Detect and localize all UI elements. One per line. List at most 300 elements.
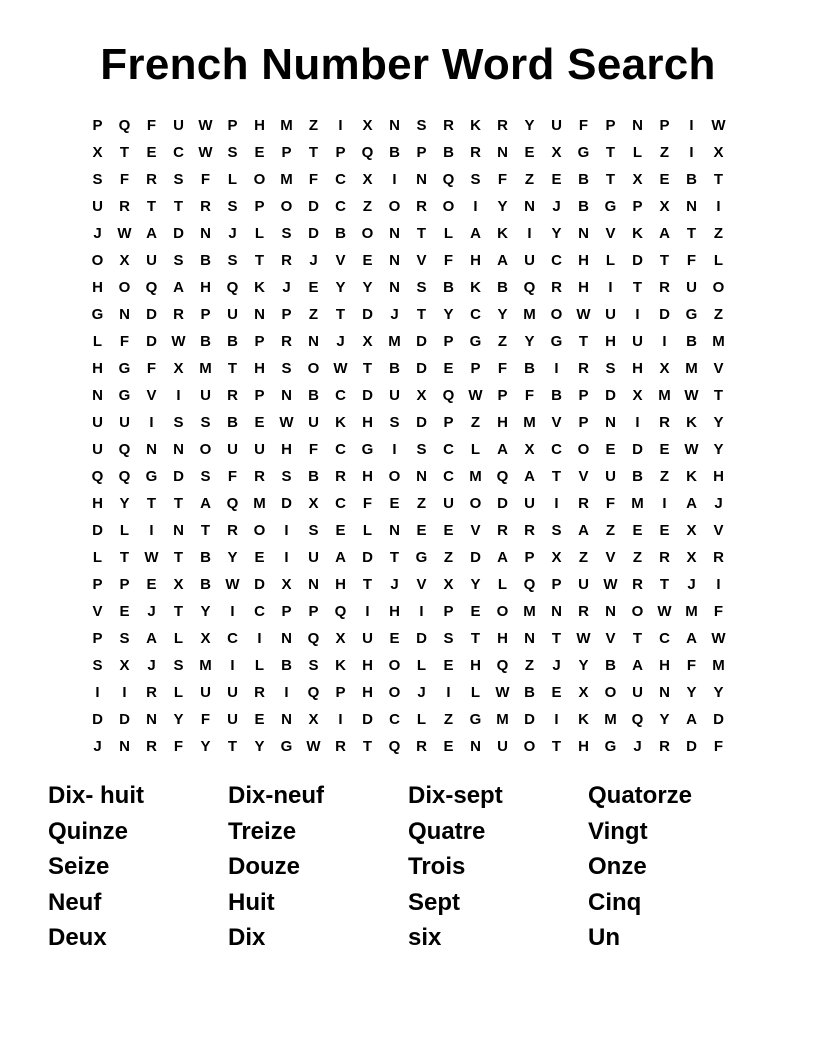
grid-cell: G <box>361 441 374 458</box>
grid-cell: X <box>686 549 697 566</box>
grid-cell: Q <box>496 468 509 485</box>
grid-cell: R <box>254 684 265 701</box>
grid-cell: C <box>335 387 346 404</box>
grid-cell: R <box>416 738 427 755</box>
grid-cell: T <box>713 171 724 188</box>
grid-cell: N <box>416 171 427 188</box>
grid-cell: H <box>254 117 265 134</box>
grid-cell: W <box>279 414 294 431</box>
grid-cell: Z <box>497 333 508 350</box>
grid-cell: S <box>173 171 184 188</box>
grid-cell: U <box>686 279 697 296</box>
grid-cell: X <box>524 441 535 458</box>
grid-cell: M <box>496 711 509 728</box>
grid-cell: D <box>308 225 319 242</box>
grid-cell: V <box>605 225 616 242</box>
grid-cell: O <box>496 603 509 620</box>
grid-cell: B <box>200 252 211 269</box>
grid-cell: V <box>416 252 427 269</box>
grid-cell: Y <box>119 495 130 512</box>
grid-cell: H <box>470 657 481 674</box>
grid-cell: I <box>716 198 721 215</box>
grid-cell: D <box>632 441 643 458</box>
grid-cell: D <box>173 225 184 242</box>
grid-cell: L <box>227 171 238 188</box>
grid-cell: B <box>227 414 238 431</box>
grid-cell: N <box>605 603 616 620</box>
grid-cell: Y <box>713 441 724 458</box>
grid-cell: Q <box>226 495 239 512</box>
grid-row <box>84 328 732 355</box>
grid-cell: R <box>578 360 589 377</box>
grid-cell: Q <box>118 117 131 134</box>
grid-cell: L <box>119 522 130 539</box>
grid-cell: A <box>497 549 508 566</box>
grid-cell: P <box>308 603 319 620</box>
grid-cell: Q <box>334 603 347 620</box>
grid-cell: W <box>657 603 672 620</box>
grid-cell: Y <box>254 738 265 755</box>
grid-cell: M <box>685 603 698 620</box>
grid-cell: X <box>362 171 373 188</box>
grid-cell: I <box>176 387 181 404</box>
grid-cell: S <box>281 360 292 377</box>
grid-cell: S <box>551 522 562 539</box>
grid-cell: W <box>171 333 186 350</box>
grid-cell: H <box>335 576 346 593</box>
grid-cell: F <box>713 603 724 620</box>
grid-cell: X <box>578 684 589 701</box>
grid-cell: I <box>554 360 559 377</box>
grid-cell: I <box>662 495 667 512</box>
grid-cell: X <box>173 576 184 593</box>
grid-cell: C <box>335 171 346 188</box>
grid-cell: E <box>659 171 670 188</box>
grid-cell: J <box>552 198 561 215</box>
word-list-item: Dix <box>228 924 266 951</box>
grid-cell: E <box>659 441 670 458</box>
grid-cell: E <box>146 576 157 593</box>
grid-cell: E <box>254 414 265 431</box>
grid-cell: S <box>308 522 319 539</box>
grid-cell: P <box>524 549 535 566</box>
grid-cell: G <box>604 198 617 215</box>
grid-cell: G <box>118 360 131 377</box>
grid-cell: F <box>497 171 508 188</box>
grid-cell: C <box>470 306 481 323</box>
grid-cell: H <box>497 414 508 431</box>
grid-cell: F <box>605 495 616 512</box>
grid-cell: Q <box>388 738 401 755</box>
grid-cell: Y <box>200 603 211 620</box>
grid-cell: O <box>253 522 266 539</box>
grid-row <box>84 247 732 274</box>
grid-cell: E <box>335 522 346 539</box>
grid-cell: I <box>284 549 289 566</box>
grid-cell: T <box>416 306 427 323</box>
grid-cell: Y <box>578 657 589 674</box>
grid-cell: D <box>416 360 427 377</box>
grid-cell: P <box>578 387 589 404</box>
grid-cell: D <box>470 549 481 566</box>
grid-cell: D <box>686 738 697 755</box>
grid-cell: N <box>389 117 400 134</box>
grid-cell: M <box>523 306 536 323</box>
grid-cell: T <box>146 198 157 215</box>
grid-cell: Q <box>145 279 158 296</box>
letter-grid <box>84 112 732 760</box>
grid-cell: T <box>632 630 643 647</box>
grid-cell: S <box>308 657 319 674</box>
grid-cell: I <box>230 657 235 674</box>
grid-cell: B <box>281 657 292 674</box>
grid-cell: G <box>577 144 590 161</box>
grid-cell: S <box>173 657 184 674</box>
grid-cell: U <box>227 306 238 323</box>
grid-cell: T <box>335 306 346 323</box>
grid-cell: B <box>335 225 346 242</box>
grid-cell: F <box>686 252 697 269</box>
word-list-item: Dix- huit <box>48 782 144 809</box>
grid-cell: F <box>200 711 211 728</box>
grid-cell: L <box>497 576 508 593</box>
grid-cell: Y <box>551 225 562 242</box>
grid-cell: G <box>118 387 131 404</box>
grid-cell: V <box>578 468 589 485</box>
grid-cell: F <box>578 117 589 134</box>
grid-cell: G <box>145 468 158 485</box>
grid-cell: O <box>577 441 590 458</box>
grid-cell: U <box>146 252 157 269</box>
grid-cell: U <box>605 306 616 323</box>
grid-cell: T <box>254 252 265 269</box>
grid-cell: V <box>146 387 157 404</box>
grid-row <box>84 517 732 544</box>
word-list-item: Neuf <box>48 888 102 916</box>
grid-cell: W <box>684 441 699 458</box>
grid-cell: K <box>470 279 481 296</box>
grid-cell: R <box>416 198 427 215</box>
grid-cell: Y <box>227 549 238 566</box>
grid-cell: T <box>173 495 184 512</box>
grid-row <box>84 490 732 517</box>
grid-row <box>84 544 732 571</box>
grid-cell: S <box>389 414 400 431</box>
grid-cell: H <box>362 684 373 701</box>
grid-cell: H <box>632 360 643 377</box>
grid-cell: R <box>524 522 535 539</box>
grid-cell: R <box>335 468 346 485</box>
grid-cell: M <box>658 387 671 404</box>
grid-row <box>84 598 732 625</box>
grid-cell: O <box>388 198 401 215</box>
grid-cell: Z <box>659 468 670 485</box>
grid-cell: K <box>578 711 589 728</box>
grid-cell: P <box>254 333 265 350</box>
grid-cell: F <box>524 387 535 404</box>
grid-cell: L <box>173 630 184 647</box>
grid-cell: B <box>578 171 589 188</box>
grid-cell: W <box>225 576 240 593</box>
grid-cell: O <box>280 198 293 215</box>
grid-cell: M <box>280 171 293 188</box>
grid-cell: E <box>254 711 265 728</box>
grid-cell: R <box>578 603 589 620</box>
grid-cell: R <box>551 279 562 296</box>
grid-cell: P <box>443 414 454 431</box>
grid-cell: D <box>632 252 643 269</box>
grid-cell: I <box>149 414 154 431</box>
grid-cell: A <box>200 495 211 512</box>
grid-cell: E <box>254 549 265 566</box>
grid-cell: Y <box>524 333 535 350</box>
grid-cell: P <box>227 117 238 134</box>
grid-cell: L <box>713 252 724 269</box>
grid-cell: U <box>119 414 130 431</box>
grid-cell: Y <box>470 576 481 593</box>
grid-cell: E <box>659 522 670 539</box>
grid-cell: W <box>198 144 213 161</box>
grid-cell: R <box>119 198 130 215</box>
grid-cell: C <box>659 630 670 647</box>
grid-cell: Z <box>713 225 724 242</box>
grid-cell: M <box>712 657 725 674</box>
grid-cell: G <box>550 333 563 350</box>
grid-cell: D <box>416 333 427 350</box>
grid-cell: I <box>554 495 559 512</box>
grid-cell: N <box>308 333 319 350</box>
grid-row <box>84 382 732 409</box>
grid-cell: Y <box>686 684 697 701</box>
grid-cell: U <box>200 387 211 404</box>
grid-cell: C <box>551 441 562 458</box>
grid-cell: G <box>469 333 482 350</box>
grid-cell: R <box>146 738 157 755</box>
grid-cell: N <box>119 306 130 323</box>
grid-cell: R <box>254 468 265 485</box>
grid-cell: T <box>119 144 130 161</box>
grid-cell: Z <box>659 144 670 161</box>
grid-cell: Y <box>362 279 373 296</box>
grid-cell: X <box>200 630 211 647</box>
grid-cell: Q <box>496 657 509 674</box>
grid-cell: D <box>362 711 373 728</box>
grid-cell: W <box>333 360 348 377</box>
grid-cell: Q <box>442 171 455 188</box>
grid-cell: Q <box>226 279 239 296</box>
grid-cell: T <box>362 738 373 755</box>
grid-cell: C <box>335 441 346 458</box>
grid-cell: N <box>524 630 535 647</box>
grid-cell: R <box>227 387 238 404</box>
grid-cell: F <box>308 171 319 188</box>
grid-cell: N <box>281 711 292 728</box>
grid-row <box>84 679 732 706</box>
grid-row <box>84 706 732 733</box>
grid-cell: W <box>576 306 591 323</box>
grid-cell: R <box>146 684 157 701</box>
grid-cell: N <box>551 603 562 620</box>
grid-cell: N <box>389 522 400 539</box>
grid-cell: H <box>200 279 211 296</box>
grid-cell: D <box>659 306 670 323</box>
grid-cell: H <box>362 414 373 431</box>
grid-cell: H <box>578 252 589 269</box>
grid-cell: F <box>119 333 130 350</box>
grid-cell: X <box>416 387 427 404</box>
grid-cell: O <box>388 684 401 701</box>
grid-cell: P <box>92 117 103 134</box>
grid-cell: O <box>307 360 320 377</box>
grid-cell: S <box>119 630 130 647</box>
grid-cell: S <box>416 441 427 458</box>
grid-cell: V <box>605 630 616 647</box>
grid-cell: N <box>173 441 184 458</box>
grid-cell: G <box>280 738 293 755</box>
grid-cell: Y <box>524 117 535 134</box>
grid-cell: D <box>605 387 616 404</box>
grid-cell: F <box>200 171 211 188</box>
grid-cell: U <box>200 684 211 701</box>
grid-cell: S <box>443 630 454 647</box>
grid-cell: G <box>685 306 698 323</box>
grid-cell: D <box>146 333 157 350</box>
grid-cell: O <box>712 279 725 296</box>
grid-cell: V <box>92 603 103 620</box>
grid-cell: T <box>389 549 400 566</box>
grid-cell: U <box>254 441 265 458</box>
grid-cell: H <box>92 279 103 296</box>
grid-cell: P <box>200 306 211 323</box>
grid-cell: X <box>281 576 292 593</box>
grid-cell: Q <box>118 441 131 458</box>
grid-cell: U <box>443 495 454 512</box>
grid-cell: B <box>308 468 319 485</box>
grid-cell: P <box>551 576 562 593</box>
grid-cell: F <box>146 117 157 134</box>
grid-cell: T <box>659 252 670 269</box>
grid-cell: B <box>497 279 508 296</box>
grid-cell: O <box>388 468 401 485</box>
grid-cell: C <box>443 468 454 485</box>
grid-cell: V <box>605 549 616 566</box>
grid-cell: H <box>605 333 616 350</box>
grid-cell: U <box>524 495 535 512</box>
grid-cell: C <box>551 252 562 269</box>
grid-cell: N <box>497 144 508 161</box>
grid-cell: T <box>200 522 211 539</box>
grid-cell: J <box>93 225 102 242</box>
grid-cell: Y <box>497 198 508 215</box>
grid-cell: Z <box>524 657 535 674</box>
grid-cell: V <box>551 414 562 431</box>
grid-cell: U <box>308 414 319 431</box>
grid-cell: N <box>470 738 481 755</box>
grid-row <box>84 436 732 463</box>
grid-cell: W <box>495 684 510 701</box>
grid-cell: A <box>686 495 697 512</box>
grid-cell: T <box>632 279 643 296</box>
grid-cell: B <box>227 333 238 350</box>
grid-cell: E <box>443 360 454 377</box>
grid-cell: T <box>416 225 427 242</box>
grid-cell: M <box>199 657 212 674</box>
grid-cell: N <box>308 576 319 593</box>
grid-cell: U <box>551 117 562 134</box>
grid-row <box>84 301 732 328</box>
word-list-item: Huit <box>228 888 275 916</box>
grid-cell: B <box>551 387 562 404</box>
grid-cell: B <box>686 333 697 350</box>
grid-cell: T <box>605 171 616 188</box>
grid-cell: W <box>306 738 321 755</box>
grid-cell: W <box>117 225 132 242</box>
grid-cell: Q <box>307 630 320 647</box>
grid-row <box>84 355 732 382</box>
grid-cell: P <box>416 144 427 161</box>
grid-cell: T <box>227 360 238 377</box>
grid-cell: J <box>552 657 561 674</box>
grid-cell: N <box>686 198 697 215</box>
word-list-item: Quatre <box>408 817 486 845</box>
grid-cell: H <box>92 495 103 512</box>
grid-cell: D <box>281 495 292 512</box>
grid-cell: H <box>578 279 589 296</box>
grid-cell: X <box>632 387 643 404</box>
grid-cell: T <box>713 387 724 404</box>
grid-cell: W <box>603 576 618 593</box>
grid-cell: F <box>713 738 724 755</box>
grid-cell: M <box>388 333 401 350</box>
grid-cell: E <box>632 522 643 539</box>
grid-cell: L <box>416 657 427 674</box>
grid-cell: P <box>335 684 346 701</box>
grid-cell: L <box>92 333 103 350</box>
grid-cell: V <box>470 522 481 539</box>
grid-cell: T <box>551 630 562 647</box>
grid-cell: W <box>684 387 699 404</box>
grid-cell: D <box>308 198 319 215</box>
grid-cell: T <box>227 738 238 755</box>
grid-cell: M <box>469 468 482 485</box>
grid-cell: E <box>308 279 319 296</box>
grid-cell: I <box>392 171 397 188</box>
grid-cell: V <box>713 360 724 377</box>
grid-row <box>84 193 732 220</box>
grid-cell: Y <box>335 279 346 296</box>
grid-cell: M <box>523 603 536 620</box>
grid-cell: M <box>712 333 725 350</box>
grid-cell: L <box>362 522 373 539</box>
grid-cell: F <box>686 657 697 674</box>
grid-cell: E <box>605 441 616 458</box>
word-list-item: Dix-neuf <box>228 782 324 809</box>
grid-cell: J <box>714 495 723 512</box>
grid-cell: I <box>554 711 559 728</box>
grid-cell: M <box>253 495 266 512</box>
grid-cell: K <box>686 414 697 431</box>
grid-cell: T <box>659 576 670 593</box>
grid-cell: T <box>470 630 481 647</box>
grid-cell: F <box>119 171 130 188</box>
grid-cell: Z <box>578 549 589 566</box>
grid-row <box>84 571 732 598</box>
grid-cell: J <box>93 738 102 755</box>
grid-cell: Q <box>361 144 374 161</box>
grid-cell: A <box>173 279 184 296</box>
grid-cell: Q <box>442 387 455 404</box>
grid-cell: P <box>254 198 265 215</box>
